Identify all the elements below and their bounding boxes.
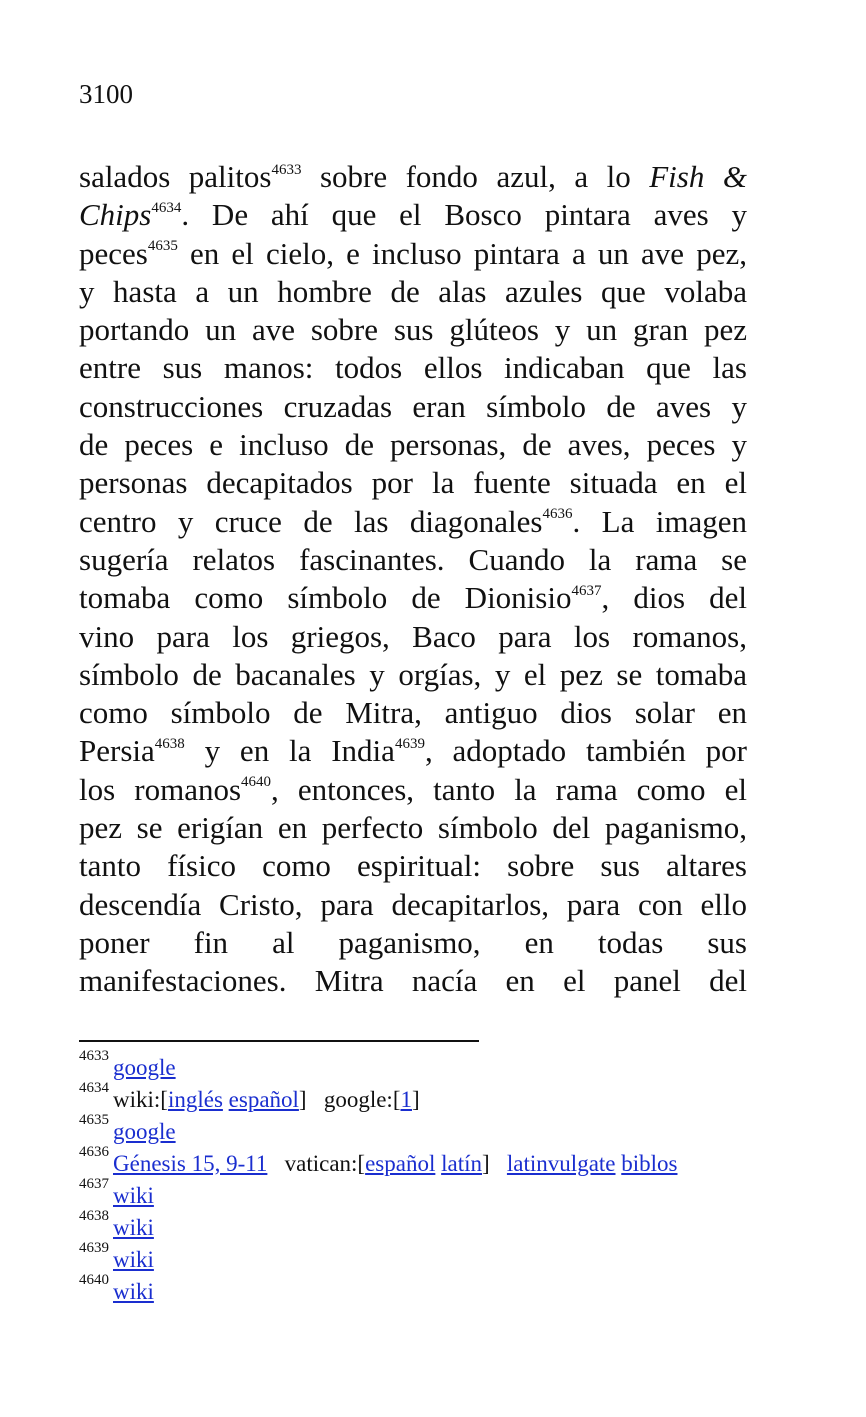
footnote-text: ] google:[ xyxy=(298,1087,401,1112)
body-line xyxy=(79,732,747,770)
text-run: pez se erigían en perfecto símbolo del paganismo, xyxy=(79,810,747,846)
footnote-number: 4635 xyxy=(79,1112,109,1129)
footnote-text: ] xyxy=(411,1087,420,1112)
footnote-link[interactable]: google xyxy=(113,1055,176,1080)
footnote-link[interactable]: latinvulgate xyxy=(506,1151,616,1176)
body-line xyxy=(79,235,747,273)
text-run: tomaba como símbolo de Dionisio xyxy=(79,580,572,616)
footnote-item xyxy=(79,1176,769,1212)
body-line xyxy=(79,924,747,962)
footnote-link[interactable]: español xyxy=(228,1087,299,1112)
body-line xyxy=(79,503,747,541)
body-line xyxy=(79,464,747,502)
footnote-number: 4634 xyxy=(79,1080,109,1097)
footnote-link[interactable]: wiki xyxy=(113,1183,154,1208)
text-run: personas decapitados por la fuente situada en el xyxy=(79,465,747,501)
footnote-text: vatican:[ xyxy=(267,1151,366,1176)
text-run: , adoptado también por xyxy=(424,733,748,769)
footnote-ref: 4638 xyxy=(154,736,185,753)
body-text xyxy=(79,158,747,1001)
text-run: símbolo de bacanales y orgías, y el pez se tomaba xyxy=(79,656,747,692)
footnote-number: 4638 xyxy=(79,1208,109,1225)
text-run: y hasta a un hombre de alas azules que volaba xyxy=(79,273,747,309)
footnote-link[interactable]: wiki xyxy=(113,1215,154,1240)
footnote-link[interactable]: Génesis 15, 9-11 xyxy=(113,1151,268,1176)
footnote-number: 4637 xyxy=(79,1176,109,1193)
footnote-ref: 4637 xyxy=(571,582,602,599)
text-run: . La imagen xyxy=(572,503,747,539)
body-line xyxy=(79,694,747,732)
footnote-item xyxy=(79,1048,769,1084)
body-line xyxy=(79,158,747,196)
text-run: sobre fondo azul, a lo xyxy=(301,159,650,194)
text-run: construcciones cruzadas eran símbolo de aves y xyxy=(79,388,747,424)
body-line xyxy=(79,886,747,924)
text-run: , entonces, tanto la rama como el xyxy=(271,771,747,807)
text-run: manifestaciones. Mitra nacía en el panel del xyxy=(79,963,747,999)
footnote-ref: 4640 xyxy=(241,774,272,791)
footnote-number: 4639 xyxy=(79,1240,109,1257)
body-line xyxy=(79,426,747,464)
footnote-link[interactable]: biblos xyxy=(621,1151,678,1176)
footnote-ref: 4635 xyxy=(147,238,178,255)
footnote-item xyxy=(79,1208,769,1244)
italic-text: Fish & xyxy=(649,159,747,194)
text-run: poner fin al paganismo, en todas sus xyxy=(79,924,747,960)
body-line xyxy=(79,311,747,349)
footnote-link[interactable]: 1 xyxy=(400,1087,412,1112)
text-run: , dios del xyxy=(601,580,747,616)
text-run: descendía Cristo, para decapitarlos, para con ello xyxy=(79,886,747,922)
text-run: entre sus manos: todos ellos indicaban que las xyxy=(79,350,747,386)
footnote-ref: 4639 xyxy=(394,736,425,753)
footnote-number: 4633 xyxy=(79,1048,109,1065)
body-line xyxy=(79,388,747,426)
text-run: centro y cruce de las diagonales xyxy=(79,503,543,539)
footnote-item xyxy=(79,1112,769,1148)
footnotes xyxy=(79,1048,769,1308)
footnote-text: ] xyxy=(482,1151,507,1176)
text-run: los romanos xyxy=(79,771,242,807)
text-run: y en la India xyxy=(184,733,395,769)
text-run: tanto físico como espiritual: sobre sus altares xyxy=(79,848,747,884)
footnote-link[interactable]: inglés xyxy=(167,1087,223,1112)
footnote-link[interactable]: google xyxy=(113,1119,176,1144)
footnote-ref: 4634 xyxy=(151,199,182,216)
text-run: de peces e incluso de personas, de aves, peces y xyxy=(79,427,747,463)
body-line xyxy=(79,349,747,387)
footnote-link[interactable]: latín xyxy=(441,1151,482,1176)
body-line xyxy=(79,196,747,234)
footnote-link[interactable]: español xyxy=(365,1151,436,1176)
text-run: peces xyxy=(79,235,148,271)
italic-text: Chips xyxy=(79,197,152,233)
footnote-item xyxy=(79,1272,769,1308)
footnote-link[interactable]: wiki xyxy=(113,1279,154,1304)
text-run: sugería relatos fascinantes. Cuando la rama se xyxy=(79,541,747,577)
text-run: en el cielo, e incluso pintara a un ave pez, xyxy=(177,235,747,271)
footnote-item xyxy=(79,1144,769,1180)
text-run: portando un ave sobre sus glúteos y un gran pez xyxy=(79,312,747,348)
body-line xyxy=(79,273,747,311)
body-line xyxy=(79,579,747,617)
body-line xyxy=(79,809,747,847)
body-line xyxy=(79,656,747,694)
footnote-text: wiki:[ xyxy=(113,1087,168,1112)
footnote-number: 4640 xyxy=(79,1272,109,1289)
text-run: Persia xyxy=(79,733,155,769)
body-line xyxy=(79,847,747,885)
body-line xyxy=(79,962,747,1000)
body-line xyxy=(79,541,747,579)
footnote-link[interactable]: wiki xyxy=(113,1247,154,1272)
page-number: 3100 xyxy=(79,79,133,109)
text-run: vino para los griegos, Baco para los romanos, xyxy=(79,618,747,654)
text-run: . De ahí que el Bosco pintara aves y xyxy=(181,197,747,233)
footnote-separator xyxy=(79,1040,479,1042)
body-line xyxy=(79,618,747,656)
footnote-item xyxy=(79,1240,769,1276)
footnote-ref: 4636 xyxy=(542,506,573,523)
text-run: salados palitos xyxy=(79,159,272,194)
footnote-number: 4636 xyxy=(79,1144,109,1161)
body-line xyxy=(79,771,747,809)
footnote-item xyxy=(79,1080,769,1116)
footnote-ref: 4633 xyxy=(271,161,302,178)
text-run: como símbolo de Mitra, antiguo dios solar en xyxy=(79,695,747,731)
